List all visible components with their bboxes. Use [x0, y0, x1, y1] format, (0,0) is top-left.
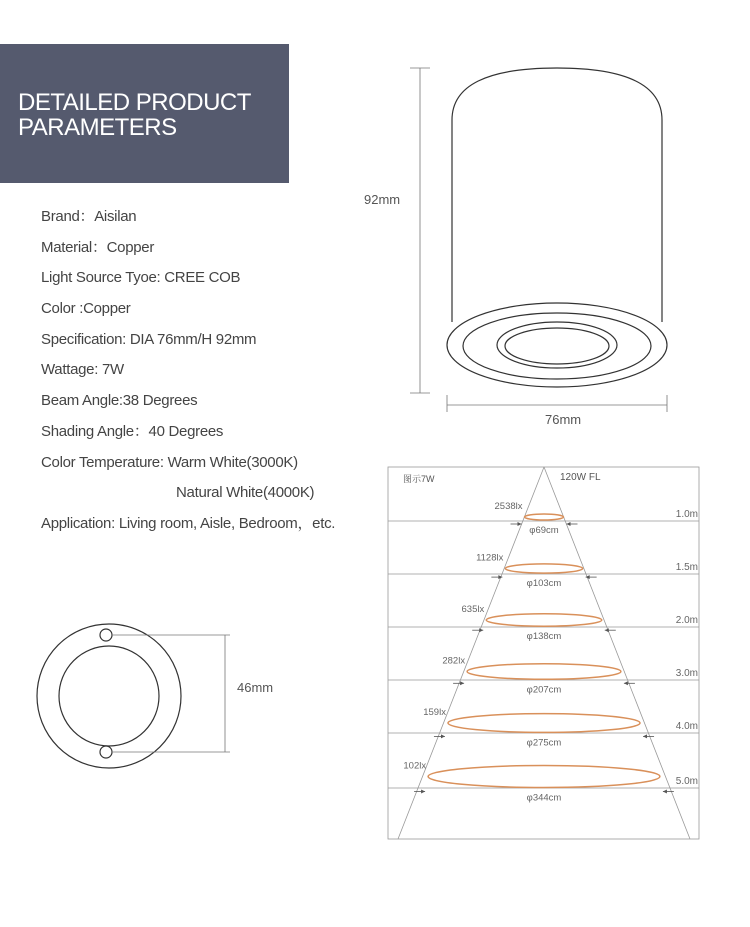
beam-cone-right: [544, 467, 690, 839]
beam-diameter-label: φ69cm: [529, 525, 559, 536]
beam-arrowhead-right: [663, 790, 667, 794]
spec-shading-angle: Shading Angle：40 Degrees: [41, 422, 224, 440]
beam-ellipse: [428, 766, 660, 788]
spec-color-temperature: Color Temperature: Warm White(3000K): [41, 453, 298, 471]
beam-ellipse: [525, 514, 564, 520]
beam-arrowhead-left: [479, 628, 483, 632]
beam-distance-label: 3.0m: [675, 668, 698, 679]
beam-chart-label-right: 120W FL: [560, 472, 601, 483]
page-title-line2: PARAMETERS: [18, 114, 177, 141]
beam-lux-label: 635lx: [461, 604, 485, 615]
page-title-line1: DETAILED PRODUCT: [18, 89, 251, 116]
beam-arrowhead-right: [624, 681, 628, 685]
beam-distance-label: 5.0m: [675, 776, 698, 787]
width-label: 76mm: [545, 412, 582, 427]
beam-lux-label: 102lx: [403, 760, 427, 772]
beam-diameter-label: φ344cm: [526, 792, 562, 804]
beam-ellipse: [448, 714, 640, 733]
cylinder-inner-rim: [463, 313, 651, 379]
beam-diameter-label: φ103cm: [526, 578, 562, 590]
hole-spacing-label: 46mm: [237, 680, 274, 695]
beam-chart-label-left: 图示7W: [403, 474, 435, 484]
beam-ellipse: [505, 564, 582, 573]
spec-brand: Brand：Aisilan: [41, 208, 137, 225]
beam-arrowhead-left: [460, 681, 464, 685]
beam-arrowhead-left: [441, 734, 445, 738]
beam-arrowhead-right: [643, 734, 647, 738]
spec-application: Application: Living room, Aisle, Bedroom，etc.: [41, 514, 336, 532]
beam-arrowhead-left: [421, 790, 425, 794]
mount-hole-top: [100, 629, 112, 641]
cylinder-bottom-rim: [447, 303, 667, 387]
beam-diameter-label: φ275cm: [526, 737, 562, 749]
beam-arrowhead-right: [605, 628, 609, 632]
beam-diameter-label: φ138cm: [526, 631, 562, 643]
spec-beam-angle: Beam Angle:38 Degrees: [41, 392, 198, 410]
beam-lux-label: 159lx: [423, 707, 446, 718]
beam-distance-label: 1.0m: [675, 509, 698, 520]
ring-inner: [59, 646, 159, 746]
beam-lux-label: 1128lx: [476, 552, 504, 564]
spec-color: Color :Copper: [41, 300, 131, 318]
spec-specification: Specification: DIA 76mm/H 92mm: [41, 330, 257, 348]
spec-material: Material：Copper: [41, 238, 155, 256]
spec-color-temperature-alt: Natural White(4000K): [176, 484, 315, 502]
mount-hole-bottom: [100, 746, 112, 758]
beam-lux-label: 2538lx: [494, 501, 523, 512]
beam-cone-left: [398, 467, 544, 839]
spec-light-source: Light Source Tyoe: CREE COB: [41, 269, 241, 287]
beam-lux-label: 282lx: [442, 655, 466, 667]
beam-chart: [388, 467, 699, 839]
beam-ellipse: [486, 614, 602, 626]
beam-chart-frame: [388, 467, 699, 839]
lens-inner: [505, 328, 609, 364]
beam-diameter-label: φ207cm: [526, 684, 562, 696]
lens-outer: [497, 322, 617, 368]
cylinder-top-outline: [452, 68, 662, 322]
beam-ellipse: [467, 664, 621, 680]
beam-distance-label: 1.5m: [675, 562, 698, 573]
beam-distance-label: 2.0m: [675, 615, 698, 626]
beam-distance-label: 4.0m: [675, 721, 698, 732]
height-label: 92mm: [364, 192, 401, 207]
spec-wattage: Wattage: 7W: [41, 361, 124, 379]
